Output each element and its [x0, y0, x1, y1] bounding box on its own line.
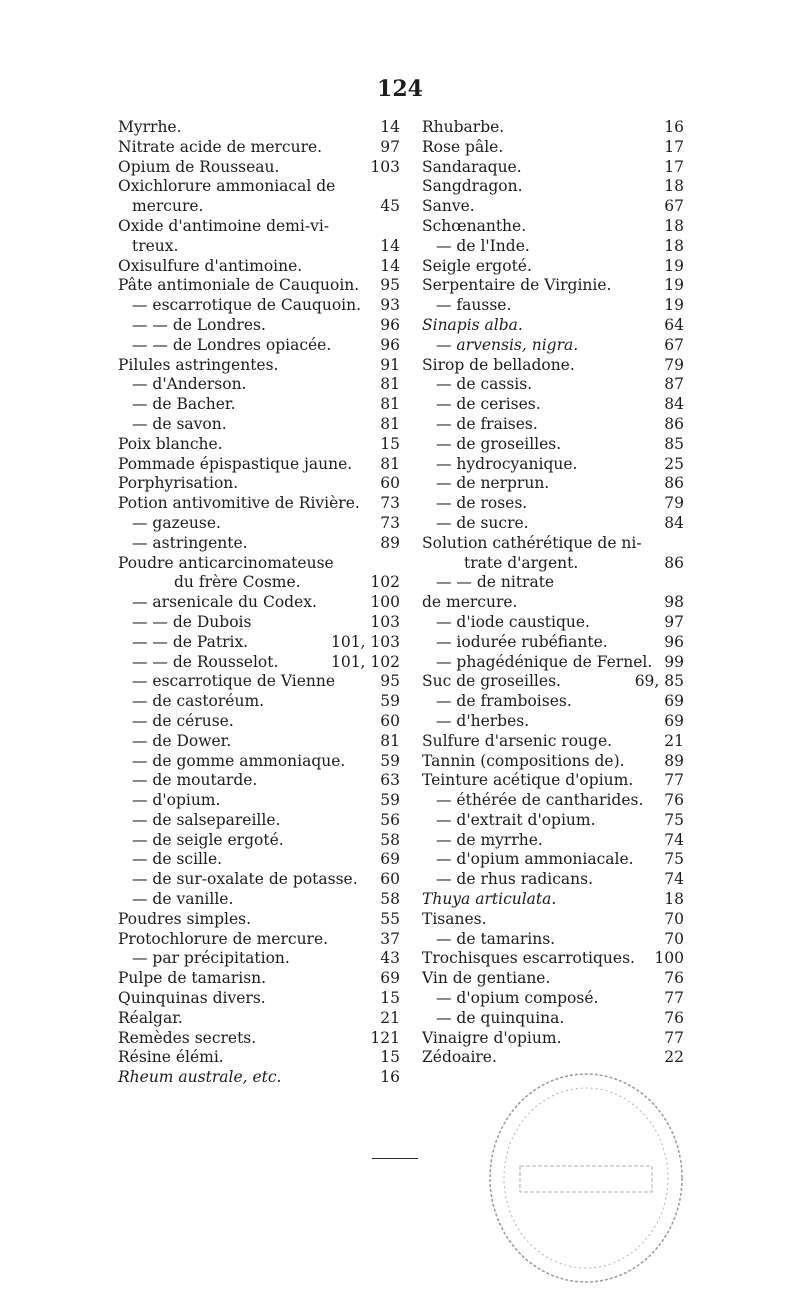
- entry-page-number: 95: [380, 672, 400, 691]
- index-entry: [422, 573, 684, 593]
- entry-page-number: 17: [664, 137, 684, 156]
- entry-page-number: 59: [380, 791, 400, 810]
- index-entry: [118, 831, 400, 851]
- entry-text: — de scille.: [132, 850, 223, 869]
- index-entry: [118, 1068, 400, 1088]
- entry-text: Oxisulfure d'antimoine.: [118, 256, 303, 275]
- index-entry: [422, 890, 684, 910]
- entry-page-number: 67: [664, 335, 684, 354]
- index-entry: [118, 989, 400, 1009]
- entry-page-number: 63: [380, 771, 400, 790]
- entry-page-number: 58: [380, 830, 400, 849]
- index-entry: [422, 633, 684, 653]
- index-entry: [118, 633, 400, 653]
- index-entry: [118, 316, 400, 336]
- entry-text: mercure.: [132, 197, 204, 216]
- index-entry: [118, 474, 400, 494]
- entry-text: Rheum australe, etc.: [118, 1068, 282, 1087]
- index-entry: [422, 870, 684, 890]
- index-entry: [422, 752, 684, 772]
- entry-page-number: 25: [664, 454, 684, 473]
- entry-page-number: 81: [380, 454, 400, 473]
- index-entry: [118, 969, 400, 989]
- entry-text: — d'iode caustique.: [436, 612, 590, 631]
- index-entry: [118, 514, 400, 534]
- index-entry: [118, 771, 400, 791]
- index-entry: [422, 692, 684, 712]
- index-entry: [422, 415, 684, 435]
- entry-text: Quinquinas divers.: [118, 989, 266, 1008]
- entry-page-number: 15: [380, 434, 400, 453]
- entry-page-number: 37: [380, 929, 400, 948]
- entry-page-number: 89: [380, 533, 400, 552]
- entry-text: — de groseilles.: [436, 434, 562, 453]
- index-entry: [118, 811, 400, 831]
- entry-page-number: 100: [654, 949, 684, 968]
- entry-text: Suc de groseilles.: [422, 672, 561, 691]
- entry-text: — — de Rousselot.: [132, 652, 279, 671]
- entry-page-number: 93: [380, 296, 400, 315]
- entry-page-number: 95: [380, 276, 400, 295]
- entry-text: du frère Cosme.: [174, 573, 301, 592]
- entry-page-number: 15: [380, 1048, 400, 1067]
- entry-text: — de sucre.: [436, 513, 529, 532]
- entry-page-number: 64: [664, 315, 684, 334]
- entry-text: Protochlorure de mercure.: [118, 929, 329, 948]
- entry-page-number: 60: [380, 870, 400, 889]
- index-entry: [422, 534, 684, 554]
- entry-page-number: 67: [664, 197, 684, 216]
- entry-page-number: 56: [380, 810, 400, 829]
- index-entry: [118, 494, 400, 514]
- entry-page-number: 84: [664, 395, 684, 414]
- entry-text: — de framboises.: [436, 692, 572, 711]
- entry-page-number: 97: [380, 137, 400, 156]
- entry-text: Pâte antimoniale de Cauquoin.: [118, 276, 360, 295]
- entry-text: — de vanille.: [132, 890, 234, 909]
- entry-page-number: 96: [664, 632, 684, 651]
- index-entry: [118, 395, 400, 415]
- entry-page-number: 81: [380, 395, 400, 414]
- entry-page-number: 86: [664, 474, 684, 493]
- entry-text: — de castoréum.: [132, 692, 265, 711]
- entry-text: Pulpe de tamarisn.: [118, 969, 267, 988]
- closing-rule: [372, 1158, 418, 1159]
- index-entry: [422, 910, 684, 930]
- entry-page-number: 60: [380, 474, 400, 493]
- entry-text: — iodurée rubéfiante.: [436, 632, 608, 651]
- index-entry: [118, 593, 400, 613]
- index-entry: [422, 732, 684, 752]
- index-entry: [422, 850, 684, 870]
- entry-page-number: 16: [664, 118, 684, 136]
- index-entry: [422, 118, 684, 138]
- entry-text: Tannin (compositions de).: [422, 751, 625, 770]
- index-entry: [118, 613, 400, 633]
- index-entry: [422, 989, 684, 1009]
- entry-text: Poudre anticarcinomateuse: [118, 553, 334, 572]
- entry-page-number: 69: [380, 850, 400, 869]
- entry-text: Vinaigre d'opium.: [422, 1028, 562, 1047]
- entry-page-number: 91: [380, 355, 400, 374]
- index-entry: [118, 732, 400, 752]
- index-entry: [422, 969, 684, 989]
- entry-text: — — de nitrate: [436, 573, 555, 592]
- index-entry: [422, 554, 684, 574]
- entry-text: — d'extrait d'opium.: [436, 810, 596, 829]
- entry-page-number: 14: [380, 118, 400, 136]
- index-entry: [118, 653, 400, 673]
- entry-text: Sinapis alba.: [422, 315, 523, 334]
- entry-text: Porphyrisation.: [118, 474, 239, 493]
- index-entry: [422, 1009, 684, 1029]
- index-entry: [118, 296, 400, 316]
- entry-page-number: 81: [380, 731, 400, 750]
- index-entry: [422, 653, 684, 673]
- entry-page-number: 101, 103: [330, 632, 400, 651]
- entry-page-number: 69: [380, 969, 400, 988]
- entry-page-number: 86: [664, 414, 684, 433]
- index-entry: [422, 712, 684, 732]
- entry-text: Oxichlorure ammoniacal de: [118, 177, 336, 196]
- entry-text: — — de Londres opiacée.: [132, 335, 332, 354]
- index-entry: [422, 395, 684, 415]
- entry-page-number: 59: [380, 692, 400, 711]
- entry-page-number: 73: [380, 494, 400, 513]
- entry-page-number: 19: [664, 256, 684, 275]
- entry-page-number: 18: [664, 216, 684, 235]
- entry-text: Rose pâle.: [422, 137, 504, 156]
- entry-text: Solution cathérétique de ni-: [422, 533, 642, 552]
- index-entry: [422, 474, 684, 494]
- entry-page-number: 96: [380, 335, 400, 354]
- entry-text: trate d'argent.: [464, 553, 579, 572]
- entry-text: Teinture acétique d'opium.: [422, 771, 634, 790]
- index-entry: [422, 177, 684, 197]
- entry-text: Réalgar.: [118, 1008, 183, 1027]
- library-stamp: [478, 1062, 694, 1294]
- entry-page-number: 102: [370, 573, 400, 592]
- entry-page-number: 81: [380, 414, 400, 433]
- index-column-right: [422, 118, 684, 1068]
- entry-text: — escarrotique de Vienne: [132, 672, 336, 691]
- index-entry: [118, 672, 400, 692]
- index-entry: [422, 237, 684, 257]
- entry-page-number: 77: [664, 1028, 684, 1047]
- index-entry: [422, 158, 684, 178]
- entry-text: Opium de Rousseau.: [118, 157, 280, 176]
- index-entry: [422, 672, 684, 692]
- entry-text: — par précipitation.: [132, 949, 290, 968]
- entry-page-number: 97: [664, 612, 684, 631]
- entry-text: — d'opium.: [132, 791, 221, 810]
- entry-page-number: 43: [380, 949, 400, 968]
- entry-text: Sirop de belladone.: [422, 355, 575, 374]
- index-entry: [118, 118, 400, 138]
- index-entry: [118, 890, 400, 910]
- entry-page-number: 100: [370, 593, 400, 612]
- index-entry: [118, 177, 400, 197]
- entry-text: Pilules astringentes.: [118, 355, 279, 374]
- entry-page-number: 70: [664, 909, 684, 928]
- index-entry: [118, 435, 400, 455]
- index-entry: [118, 455, 400, 475]
- index-entry: [422, 514, 684, 534]
- index-entry: [118, 375, 400, 395]
- entry-page-number: 85: [664, 434, 684, 453]
- entry-text: — phagédénique de Fernel.: [436, 652, 653, 671]
- entry-page-number: 18: [664, 177, 684, 196]
- entry-text: Thuya articulata.: [422, 890, 557, 909]
- entry-text: — escarrotique de Cauquoin.: [132, 296, 362, 315]
- index-column-left: [118, 118, 400, 1088]
- index-entry: [422, 257, 684, 277]
- index-entry: [118, 573, 400, 593]
- index-entry: [118, 138, 400, 158]
- entry-page-number: 45: [380, 197, 400, 216]
- entry-page-number: 103: [370, 157, 400, 176]
- entry-text: — de nerprun.: [436, 474, 550, 493]
- entry-page-number: 60: [380, 711, 400, 730]
- entry-text: Zédoaire.: [422, 1048, 497, 1067]
- entry-page-number: 55: [380, 909, 400, 928]
- index-entry: [422, 336, 684, 356]
- entry-page-number: 59: [380, 751, 400, 770]
- entry-text: Vin de gentiane.: [422, 969, 551, 988]
- entry-text: — fausse.: [436, 296, 512, 315]
- entry-text: Poudres simples.: [118, 909, 252, 928]
- entry-text: Remèdes secrets.: [118, 1028, 257, 1047]
- entry-text: Rhubarbe.: [422, 118, 505, 136]
- entry-page-number: 86: [664, 553, 684, 572]
- entry-text: Trochisques escarrotiques.: [422, 949, 635, 968]
- index-entry: [422, 831, 684, 851]
- index-entry: [422, 296, 684, 316]
- index-entry: [422, 949, 684, 969]
- index-entry: [422, 435, 684, 455]
- entry-text: — hydrocyanique.: [436, 454, 578, 473]
- entry-text: — de l'Inde.: [436, 236, 530, 255]
- entry-text: — de quinquina.: [436, 1008, 565, 1027]
- entry-text: Sangdragon.: [422, 177, 523, 196]
- entry-page-number: 74: [664, 870, 684, 889]
- entry-page-number: 21: [380, 1008, 400, 1027]
- entry-page-number: 21: [664, 731, 684, 750]
- entry-text: — de cassis.: [436, 375, 533, 394]
- entry-page-number: 19: [664, 296, 684, 315]
- entry-page-number: 16: [380, 1068, 400, 1087]
- entry-text: Oxide d'antimoine demi-vi-: [118, 216, 330, 235]
- entry-page-number: 96: [380, 315, 400, 334]
- entry-page-number: 15: [380, 989, 400, 1008]
- entry-page-number: 87: [664, 375, 684, 394]
- entry-page-number: 79: [664, 494, 684, 513]
- index-entry: [118, 692, 400, 712]
- entry-page-number: 74: [664, 830, 684, 849]
- entry-page-number: 69: [664, 711, 684, 730]
- index-entry: [118, 534, 400, 554]
- index-entry: [422, 613, 684, 633]
- entry-text: — de roses.: [436, 494, 528, 513]
- entry-text: — de fraises.: [436, 414, 538, 433]
- entry-page-number: 121: [370, 1028, 400, 1047]
- entry-text: — de savon.: [132, 414, 227, 433]
- index-entry: [422, 494, 684, 514]
- entry-page-number: 17: [664, 157, 684, 176]
- entry-text: — astringente.: [132, 533, 248, 552]
- entry-page-number: 69: [664, 692, 684, 711]
- entry-text: Potion antivomitive de Rivière.: [118, 494, 360, 513]
- entry-page-number: 18: [664, 236, 684, 255]
- entry-page-number: 75: [664, 850, 684, 869]
- entry-text: — d'opium ammoniacale.: [436, 850, 634, 869]
- index-entry: [118, 712, 400, 732]
- index-entry: [422, 197, 684, 217]
- index-entry: [422, 1029, 684, 1049]
- entry-text: Tisanes.: [422, 909, 487, 928]
- entry-text: — de moutarde.: [132, 771, 258, 790]
- index-entry: [422, 811, 684, 831]
- index-entry: [422, 356, 684, 376]
- index-entry: [118, 752, 400, 772]
- entry-text: treux.: [132, 236, 179, 255]
- entry-page-number: 58: [380, 890, 400, 909]
- entry-page-number: 101, 102: [330, 652, 400, 671]
- entry-page-number: 76: [664, 969, 684, 988]
- entry-text: — de myrrhe.: [436, 830, 543, 849]
- index-entry: [118, 791, 400, 811]
- entry-page-number: 77: [664, 989, 684, 1008]
- entry-page-number: 81: [380, 375, 400, 394]
- entry-page-number: 99: [664, 652, 684, 671]
- index-entry: [118, 158, 400, 178]
- entry-text: — arvensis, nigra.: [436, 335, 579, 354]
- entry-text: de mercure.: [422, 593, 518, 612]
- index-entry: [118, 949, 400, 969]
- entry-text: Nitrate acide de mercure.: [118, 137, 323, 156]
- entry-text: — de sur-oxalate de potasse.: [132, 870, 358, 889]
- entry-text: — de tamarins.: [436, 929, 556, 948]
- entry-text: — — de Londres.: [132, 315, 266, 334]
- index-entry: [118, 1048, 400, 1068]
- entry-text: Serpentaire de Virginie.: [422, 276, 612, 295]
- entry-text: — de salsepareille.: [132, 810, 281, 829]
- index-entry: [118, 197, 400, 217]
- entry-text: Myrrhe.: [118, 118, 182, 136]
- entry-page-number: 103: [370, 612, 400, 631]
- entry-text: Schœnanthe.: [422, 216, 527, 235]
- index-entry: [118, 1029, 400, 1049]
- index-entry: [422, 771, 684, 791]
- index-entry: [422, 316, 684, 336]
- entry-text: — arsenicale du Codex.: [132, 593, 317, 612]
- entry-page-number: 22: [664, 1048, 684, 1067]
- entry-text: — de gomme ammoniaque.: [132, 751, 346, 770]
- entry-page-number: 73: [380, 513, 400, 532]
- entry-page-number: 89: [664, 751, 684, 770]
- entry-page-number: 75: [664, 810, 684, 829]
- entry-text: — d'opium composé.: [436, 989, 599, 1008]
- index-entry: [118, 217, 400, 237]
- entry-text: Seigle ergoté.: [422, 256, 532, 275]
- index-entry: [422, 217, 684, 237]
- entry-text: — d'Anderson.: [132, 375, 247, 394]
- index-entry: [118, 910, 400, 930]
- index-entry: [118, 930, 400, 950]
- index-entry: [422, 593, 684, 613]
- index-entry: [118, 336, 400, 356]
- index-entry: [118, 276, 400, 296]
- entry-text: — gazeuse.: [132, 513, 221, 532]
- index-entry: [422, 276, 684, 296]
- entry-text: Sandaraque.: [422, 157, 522, 176]
- entry-text: Poix blanche.: [118, 434, 223, 453]
- entry-text: — de rhus radicans.: [436, 870, 594, 889]
- entry-page-number: 76: [664, 1008, 684, 1027]
- entry-page-number: 18: [664, 890, 684, 909]
- index-entry: [118, 257, 400, 277]
- index-entry: [118, 356, 400, 376]
- index-entry: [118, 850, 400, 870]
- entry-text: Résine élémi.: [118, 1048, 224, 1067]
- entry-text: — de Dower.: [132, 731, 232, 750]
- index-entry: [118, 237, 400, 257]
- index-entry: [118, 870, 400, 890]
- index-entry: [422, 138, 684, 158]
- entry-page-number: 69, 85: [634, 672, 684, 691]
- entry-page-number: 19: [664, 276, 684, 295]
- entry-text: — d'herbes.: [436, 711, 530, 730]
- page-number: 124: [377, 76, 423, 102]
- entry-text: Sanve.: [422, 197, 475, 216]
- entry-text: Sulfure d'arsenic rouge.: [422, 731, 613, 750]
- index-entry: [422, 375, 684, 395]
- entry-page-number: 84: [664, 513, 684, 532]
- entry-page-number: 79: [664, 355, 684, 374]
- entry-text: — éthérée de cantharides.: [436, 791, 644, 810]
- index-entry: [422, 455, 684, 475]
- entry-page-number: 98: [664, 593, 684, 612]
- entry-text: — de céruse.: [132, 711, 234, 730]
- entry-text: — de Bacher.: [132, 395, 236, 414]
- index-entry: [422, 930, 684, 950]
- entry-page-number: 76: [664, 791, 684, 810]
- entry-page-number: 77: [664, 771, 684, 790]
- index-entry: [118, 1009, 400, 1029]
- entry-page-number: 14: [380, 256, 400, 275]
- index-entry: [422, 791, 684, 811]
- entry-page-number: 70: [664, 929, 684, 948]
- index-entry: [118, 415, 400, 435]
- entry-text: — — de Dubois: [132, 612, 252, 631]
- entry-text: Pommade épispastique jaune.: [118, 454, 353, 473]
- entry-text: — de cerises.: [436, 395, 541, 414]
- entry-text: — de seigle ergoté.: [132, 830, 284, 849]
- entry-page-number: 14: [380, 236, 400, 255]
- entry-text: — — de Patrix.: [132, 632, 249, 651]
- index-entry: [118, 554, 400, 574]
